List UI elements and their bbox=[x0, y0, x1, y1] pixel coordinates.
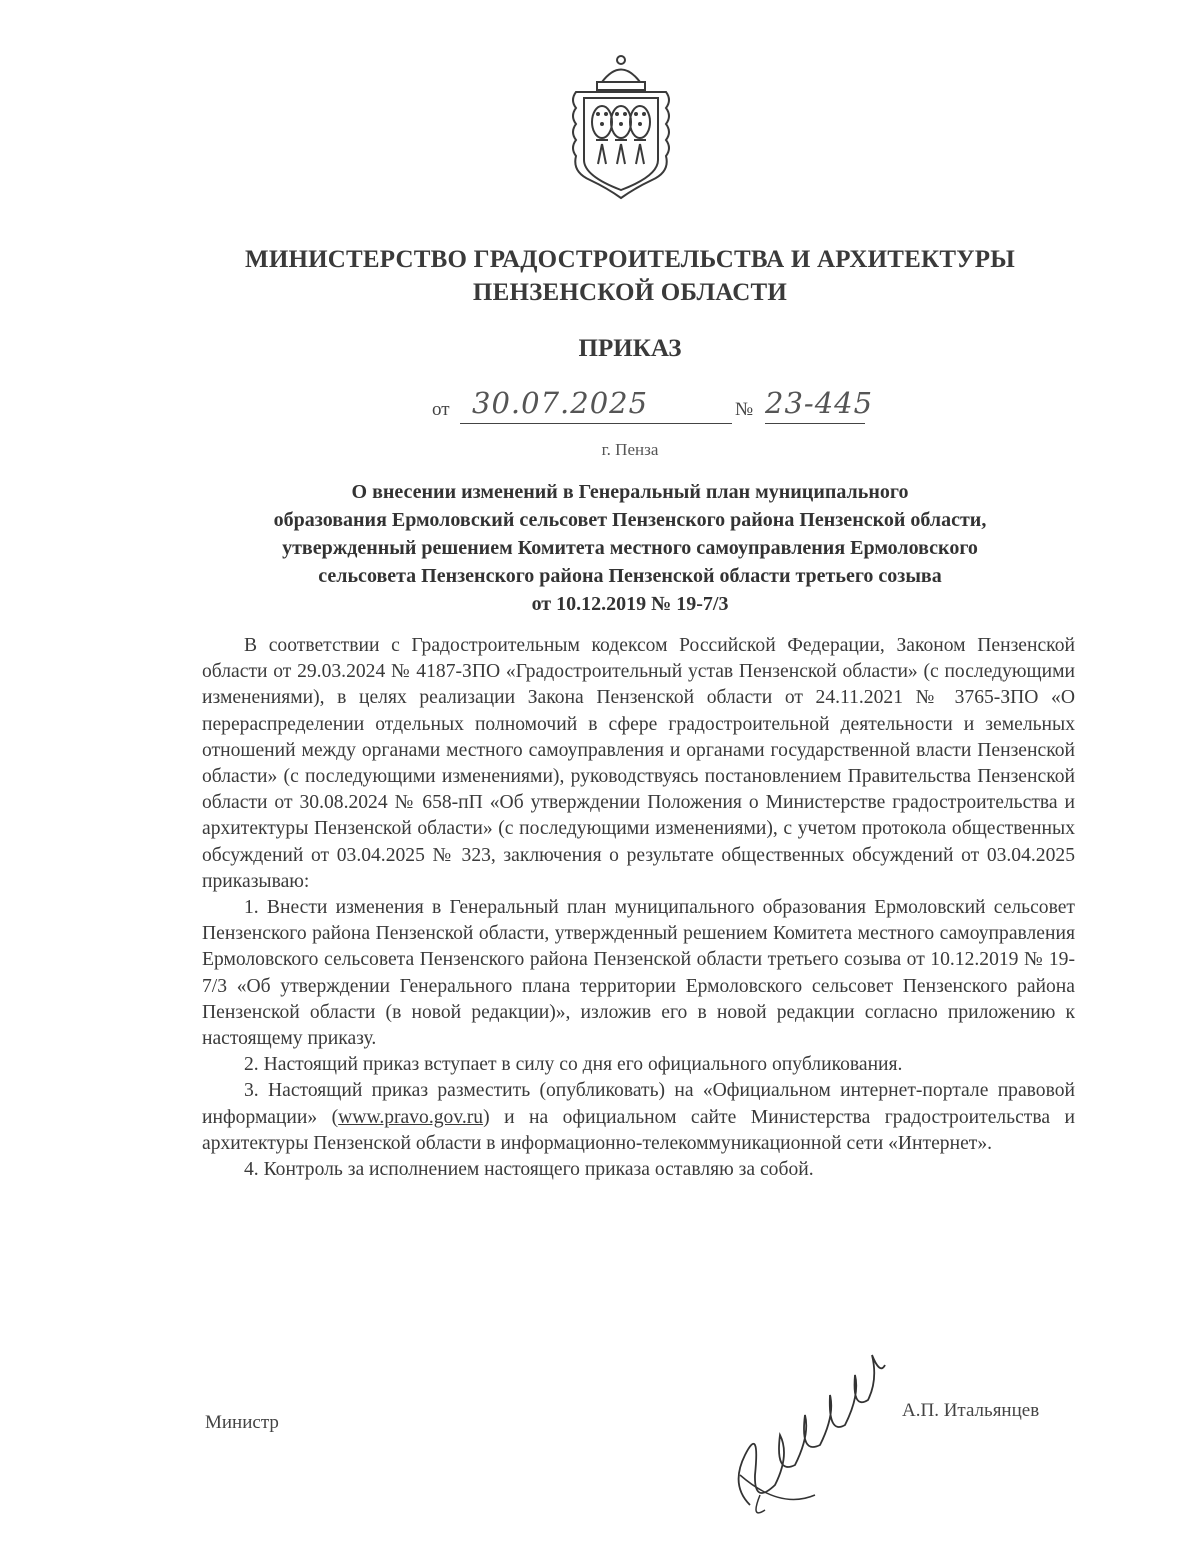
subject-line: утвержденный решением Комитета местного самоуправления Ермоловского bbox=[282, 537, 978, 559]
date-number-row bbox=[420, 388, 890, 428]
date-underline bbox=[460, 423, 732, 424]
handwritten-number: 23-445 bbox=[765, 386, 874, 420]
signer-position: Министр bbox=[205, 1412, 279, 1433]
order-body bbox=[202, 633, 1075, 1183]
ministry-line-2: ПЕНЗЕНСКОЙ ОБЛАСТИ bbox=[472, 279, 788, 306]
item-2-paragraph: 2. Настоящий приказ вступает в силу со дня его официального опубликования. bbox=[244, 1054, 903, 1076]
ministry-title bbox=[150, 243, 1110, 309]
date-prefix: от bbox=[432, 399, 450, 420]
item-1-paragraph: 1. Внести изменения в Генеральный план муниципального образования Ермоловский сельсовет Пензенского района Пензенской области, утвержденный решением Комитета местного самоуправления Ермоловского сельсовета Пензенского района Пензенской области третьего созыва от 10.12.2019 № 19-7/3 «Об утверждении Генерального плана территории Ермоловского сельсовет Пензенского района Пензенской области (в новой редакции)», изложив его в новой редакции согласно приложению к настоящему приказу. bbox=[202, 897, 1075, 1050]
number-prefix: № bbox=[735, 399, 754, 420]
number-underline bbox=[765, 423, 865, 424]
document-type: ПРИКАЗ bbox=[578, 335, 682, 362]
item-3-paragraph bbox=[202, 1078, 1075, 1157]
subject-line: от 10.12.2019 № 19-7/3 bbox=[531, 593, 729, 615]
item-3-text-before: 3. Настоящий приказ разместить (опубликовать) на «Официальном интернет-портале правовой информации» ( bbox=[202, 1080, 1075, 1128]
item-3-text-after: ) и на официальном сайте Министерства градостроительства и архитектуры Пензенской области в информационно-телекоммуникационной сети «Интернет». bbox=[202, 1106, 1075, 1154]
pravo-gov-link[interactable]: www.pravo.gov.ru bbox=[338, 1106, 484, 1128]
subject-line: О внесении изменений в Генеральный план муниципального bbox=[351, 481, 909, 503]
order-subject bbox=[190, 478, 1070, 618]
subject-line: образования Ермоловский сельсовет Пензенского района Пензенской области, bbox=[273, 509, 987, 531]
subject-line: сельсовета Пензенского района Пензенской области третьего созыва bbox=[318, 565, 942, 587]
ministry-line-1: МИНИСТЕРСТВО ГРАДОСТРОИТЕЛЬСТВА И АРХИТЕКТУРЫ bbox=[245, 246, 1015, 273]
signature-icon bbox=[720, 1335, 910, 1525]
handwritten-date: 30.07.2025 bbox=[472, 386, 649, 420]
item-4-paragraph: 4. Контроль за исполнением настоящего приказа оставляю за собой. bbox=[244, 1159, 814, 1181]
coat-of-arms-icon bbox=[562, 52, 680, 202]
city-label: г. Пенза bbox=[601, 440, 659, 459]
signer-name: А.П. Итальянцев bbox=[902, 1400, 1040, 1421]
preamble-paragraph: В соответствии с Градостроительным кодексом Российской Федерации, Законом Пензенской области от 29.03.2024 № 4187-ЗПО «Градостроительный устав Пензенской области» (с последующими изменениями), в целях реализации Закона Пензенской области от 24.11.2021 № 3765-ЗПО «О перераспределении отдельных полномочий в сфере градостроительной деятельности и земельных отношений между органами местного самоуправления и органами государственной власти Пензенской области» (с последующими изменениями), руководствуясь постановлением Правительства Пензенской области от 30.08.2024 № 658-пП «Об утверждении Положения о Министерстве градостроительства и архитектуры Пензенской области» (с последующими изменениями), с учетом протокола общественных обсуждений от 03.04.2025 № 323, заключения о результате общественных обсуждений от 03.04.2025 приказываю: bbox=[202, 635, 1075, 892]
